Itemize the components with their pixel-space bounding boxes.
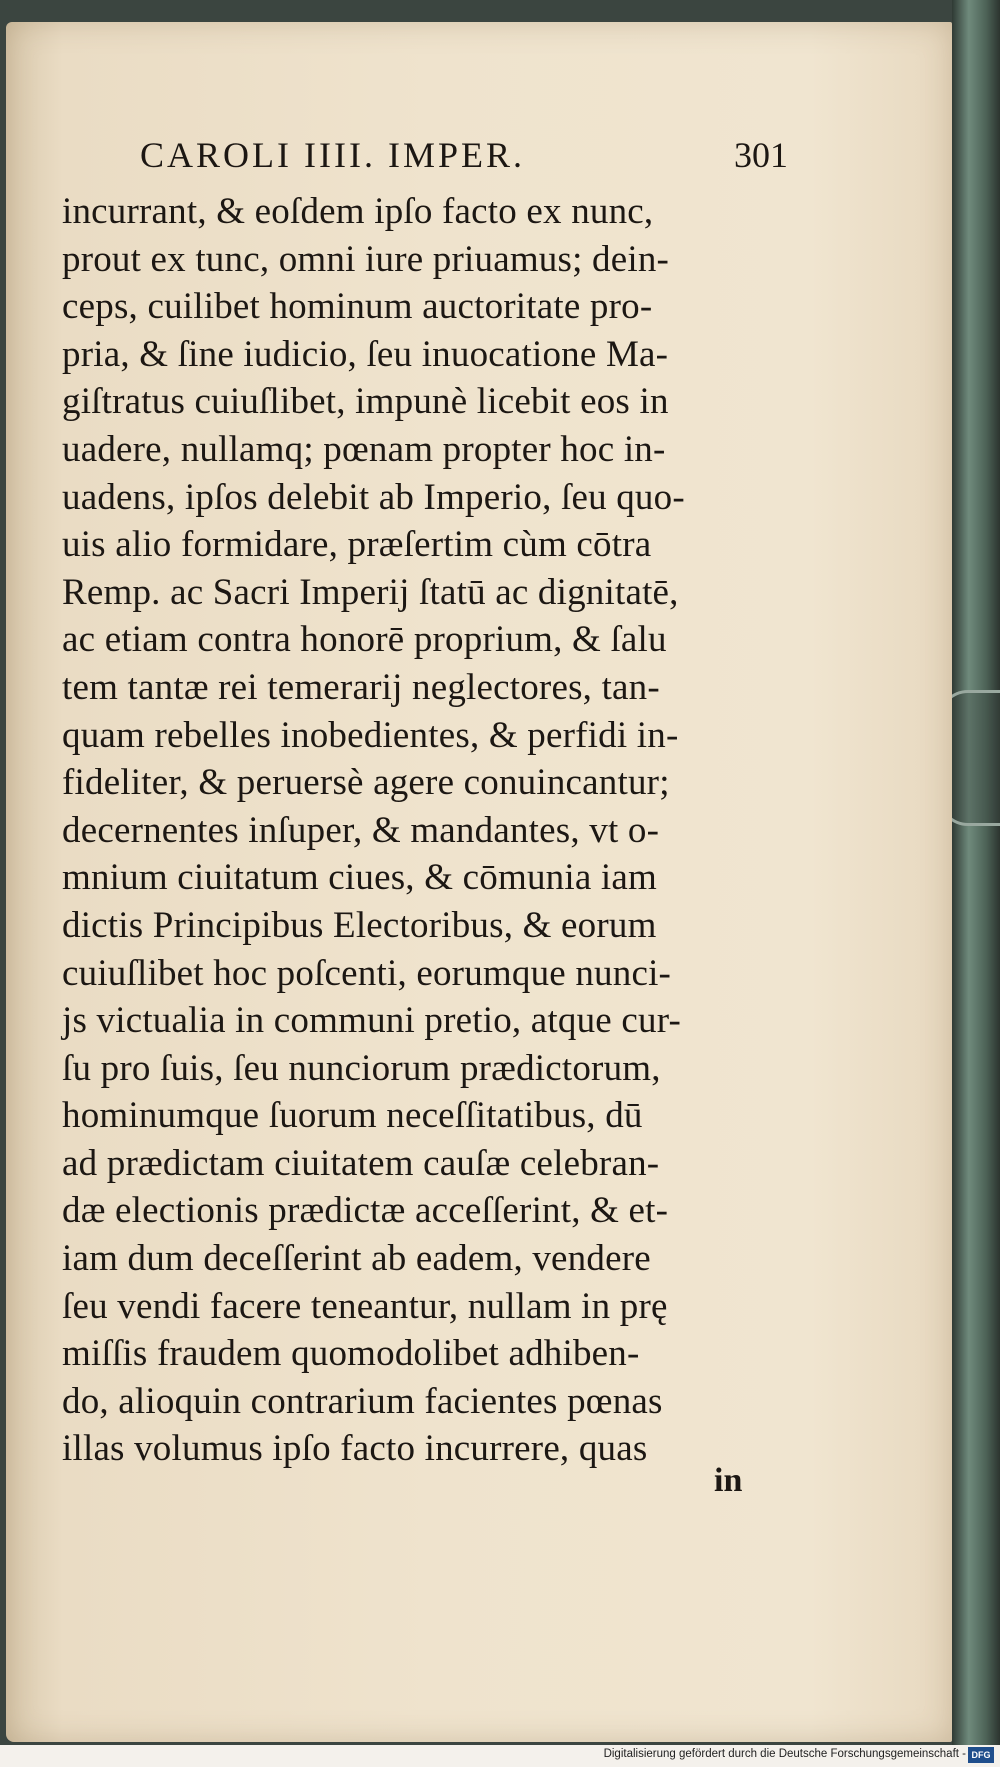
text-line: giſtratus cuiuſlibet, impunè licebit eos in bbox=[62, 381, 669, 423]
text-block bbox=[62, 134, 822, 1473]
text-line: fideliter, & peruersè agere conuincantur; bbox=[62, 762, 670, 804]
running-head bbox=[62, 134, 822, 188]
book-page-edges bbox=[952, 0, 1000, 1745]
text-line: decernentes inſuper, & mandantes, vt o- bbox=[62, 809, 660, 851]
text-line: ſu pro ſuis, ſeu nunciorum prædictorum, bbox=[62, 1047, 661, 1089]
page-number: 301 bbox=[734, 135, 788, 175]
text-line: quam rebelles inobedientes, & perfidi in- bbox=[62, 714, 679, 756]
book-page bbox=[6, 22, 952, 1742]
text-line: uadens, ipſos delebit ab Imperio, ſeu quo- bbox=[62, 476, 685, 518]
text-line: prout ex tunc, omni iure priuamus; dein- bbox=[62, 238, 670, 280]
text-line: mnium ciuitatum ciues, & cōmunia iam bbox=[62, 857, 657, 899]
text-line: tem tantæ rei temerarij neglectores, tan- bbox=[62, 666, 660, 708]
text-line: ſeu vendi facere teneantur, nullam in prę bbox=[62, 1285, 668, 1327]
text-line: iam dum deceſſerint ab eadem, vendere bbox=[62, 1238, 651, 1280]
catchword: in bbox=[714, 1462, 743, 1499]
text-line: Remp. ac Sacri Imperij ſtatū ac dignitatē, bbox=[62, 571, 679, 613]
text-line: dæ electionis prædictæ acceſſerint, & et- bbox=[62, 1190, 669, 1232]
text-line: cuiuſlibet hoc poſcenti, eorumque nunci- bbox=[62, 952, 672, 994]
text-line: illas volumus ipſo facto incurrere, quas bbox=[62, 1428, 648, 1470]
text-line: ad prædictam ciuitatem cauſæ celebran- bbox=[62, 1142, 660, 1184]
digitization-credit: Digitalisierung gefördert durch die Deutsche Forschungsgemeinschaft - bbox=[603, 1748, 966, 1760]
text-line: incurrant, & eoſdem ipſo facto ex nunc, bbox=[62, 191, 654, 232]
text-line: uadere, nullamq; pœnam propter hoc in- bbox=[62, 428, 666, 470]
dfg-logo: DFG bbox=[968, 1747, 994, 1763]
footer-bar bbox=[0, 1745, 1000, 1767]
text-line: ac etiam contra honorē proprium, & ſalu bbox=[62, 619, 667, 661]
text-line: dictis Principibus Electoribus, & eorum bbox=[62, 904, 657, 946]
text-line: do, alioquin contrarium facientes pœnas bbox=[62, 1380, 663, 1422]
running-title: CAROLI IIII. IMPER. bbox=[140, 135, 525, 175]
text-line: uis alio formidare, præſertim cùm cōtra bbox=[62, 524, 652, 566]
body-text bbox=[62, 188, 822, 1473]
text-line: hominumque ſuorum neceſſitatibus, dū bbox=[62, 1095, 643, 1137]
text-line: pria, & ſine iudicio, ſeu inuocatione Ma- bbox=[62, 333, 669, 375]
text-line: ceps, cuilibet hominum auctoritate pro- bbox=[62, 286, 653, 328]
text-line: miſſis fraudem quomodolibet adhiben- bbox=[62, 1333, 640, 1375]
text-line: js victualia in communi pretio, atque cur- bbox=[62, 1000, 682, 1042]
